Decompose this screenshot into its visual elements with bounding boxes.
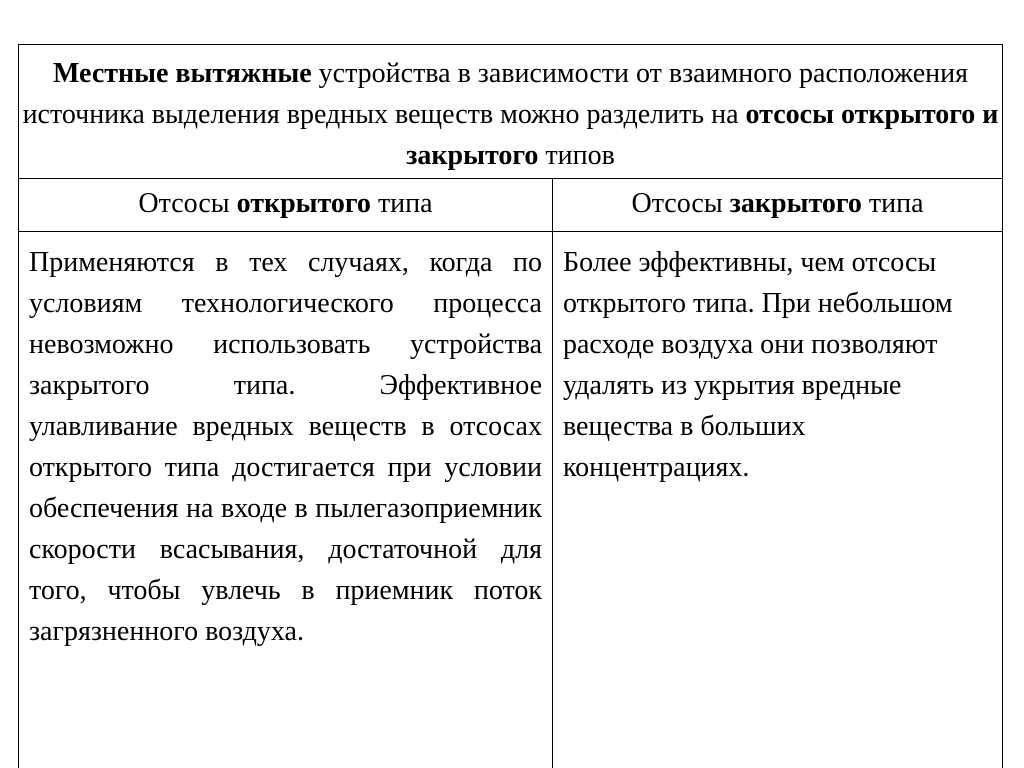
title-tail: типов — [538, 140, 615, 171]
title-text: устройства в зависимости от взаимного расположения источника выделения вредных веществ можно разделить на — [22, 58, 969, 130]
column-header-closed-prefix: Отсосы — [631, 188, 730, 219]
header-row — [19, 45, 1003, 179]
column-header-open-suffix: типа — [370, 188, 433, 219]
column-header-closed — [553, 179, 1003, 232]
column-header-closed-bold: закрытого — [729, 188, 862, 219]
column-header-open-prefix: Отсосы — [138, 188, 237, 219]
column-header-open — [19, 179, 553, 232]
column-header-closed-suffix: типа — [861, 188, 924, 219]
closed-type-description: Более эффективны, чем отсосы открытого типа. При небольшом расходе воздуха они позволяют удалять из укрытия вредные вещества в больших концентрациях. — [553, 232, 1003, 768]
title-bold-lead: Местные вытяжные — [52, 58, 312, 89]
table-title-cell — [19, 45, 1003, 179]
open-type-description: Применяются в тех случаях, когда по условиям технологического процесса невозможно использовать устройства закрытого типа. Эффективное улавливание вредных веществ в отсосах открытого типа достигается при условии обеспечения на входе в пылегазоприемник скорости всасывания, достаточной для того, чтобы увлечь в приемник поток загрязненного воздуха. — [19, 232, 553, 768]
column-header-row — [19, 179, 1003, 232]
body-row — [19, 232, 1003, 768]
title-bold-types: отсосы открытого и закрытого — [406, 99, 999, 171]
column-header-open-bold: открытого — [236, 188, 371, 219]
comparison-table — [18, 44, 1003, 768]
